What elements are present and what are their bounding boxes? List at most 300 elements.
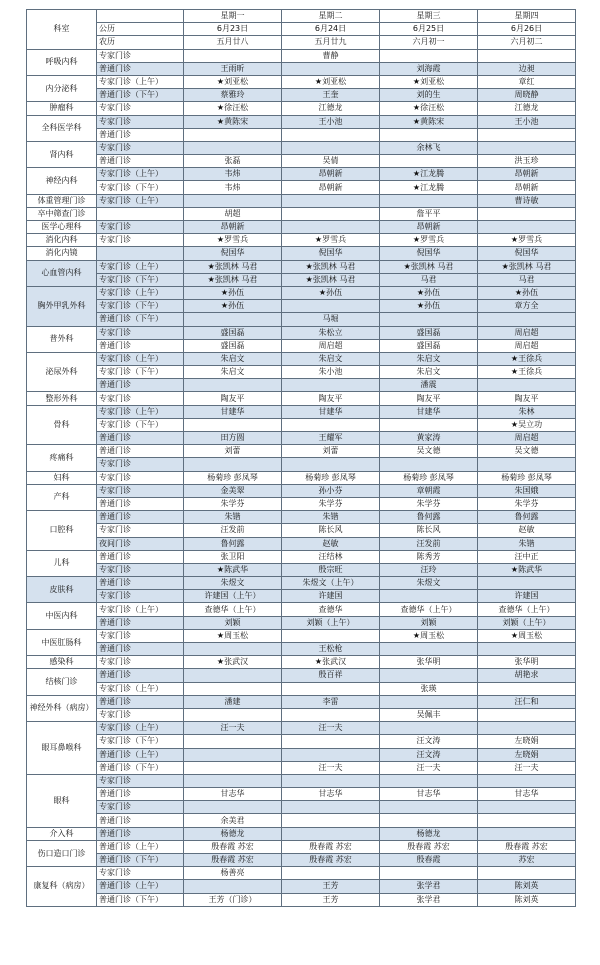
schedule-row bbox=[27, 432, 576, 445]
doctor-cell bbox=[478, 722, 576, 735]
clinic-type: 普通门诊 bbox=[97, 445, 184, 458]
clinic-type: 普通门诊 bbox=[97, 379, 184, 392]
doctor-cell: ★江龙腾 bbox=[380, 181, 478, 194]
doctor-cell bbox=[380, 155, 478, 168]
schedule-row bbox=[27, 168, 576, 181]
doctor-cell: 汪一夫 bbox=[282, 722, 380, 735]
doctor-cell bbox=[380, 128, 478, 141]
doctor-cell: 周晓静 bbox=[478, 89, 576, 102]
doctor-cell: ★张凯林 马君 bbox=[184, 273, 282, 286]
doctor-cell bbox=[380, 418, 478, 431]
doctor-cell: 倪国华 bbox=[282, 247, 380, 260]
doctor-cell: ★孙伍 bbox=[380, 300, 478, 313]
doctor-cell bbox=[478, 141, 576, 154]
clinic-type: 普通门诊（下午） bbox=[97, 761, 184, 774]
doctor-cell: 朱启文 bbox=[184, 366, 282, 379]
doctor-cell bbox=[282, 221, 380, 234]
doctor-cell: 朱启文 bbox=[184, 352, 282, 365]
doctor-cell: 陶友平 bbox=[184, 392, 282, 405]
clinic-type: 专家门诊 bbox=[97, 629, 184, 642]
doctor-cell bbox=[478, 458, 576, 471]
clinic-type: 专家门诊（上午） bbox=[97, 286, 184, 299]
doctor-cell: 查德华（上午） bbox=[184, 603, 282, 616]
clinic-type: 专家门诊 bbox=[97, 115, 184, 128]
doctor-cell: ★徐汪松 bbox=[380, 102, 478, 115]
doctor-cell: 昂朝新 bbox=[478, 181, 576, 194]
doctor-cell: 王奎 bbox=[282, 89, 380, 102]
doctor-cell: 殷春霞 bbox=[380, 854, 478, 867]
doctor-cell: 江德龙 bbox=[478, 102, 576, 115]
weekday-wednesday: 星期三 bbox=[380, 10, 478, 23]
doctor-cell: 朱启文 bbox=[380, 366, 478, 379]
doctor-cell: 王松枪 bbox=[282, 643, 380, 656]
doctor-cell bbox=[380, 458, 478, 471]
department-name: 眼耳鼻喉科 bbox=[27, 722, 97, 775]
doctor-cell bbox=[478, 774, 576, 787]
schedule-row bbox=[27, 840, 576, 853]
doctor-cell: 吴文德 bbox=[380, 445, 478, 458]
doctor-cell: ★孙伍 bbox=[478, 286, 576, 299]
doctor-cell bbox=[184, 379, 282, 392]
doctor-cell bbox=[478, 207, 576, 220]
doctor-cell: 杨菊珍 彭凤琴 bbox=[478, 471, 576, 484]
doctor-cell: 黄家涛 bbox=[380, 432, 478, 445]
doctor-cell bbox=[282, 735, 380, 748]
department-name: 介入科 bbox=[27, 827, 97, 840]
clinic-type: 专家门诊 bbox=[97, 801, 184, 814]
doctor-cell bbox=[478, 682, 576, 695]
gregorian-date-monday: 6月23日 bbox=[184, 23, 282, 36]
schedule-row bbox=[27, 405, 576, 418]
doctor-cell: 朱锴 bbox=[184, 511, 282, 524]
doctor-cell: 曹诗敏 bbox=[478, 194, 576, 207]
doctor-cell: 吴佩丰 bbox=[380, 708, 478, 721]
department-name: 肿瘤科 bbox=[27, 102, 97, 115]
schedule-row bbox=[27, 629, 576, 642]
doctor-cell: ★罗雪兵 bbox=[478, 234, 576, 247]
doctor-cell: 殷春霞 苏宏 bbox=[184, 854, 282, 867]
clinic-type: 专家门诊 bbox=[97, 708, 184, 721]
doctor-cell: 左晓娟 bbox=[478, 735, 576, 748]
doctor-cell: 张学君 bbox=[380, 880, 478, 893]
doctor-cell bbox=[380, 669, 478, 682]
doctor-cell: 查德华 bbox=[282, 603, 380, 616]
doctor-cell: ★王徐兵 bbox=[478, 352, 576, 365]
doctor-cell: 昂朝新 bbox=[282, 181, 380, 194]
department-name: 内分泌科 bbox=[27, 75, 97, 101]
clinic-type bbox=[97, 207, 184, 220]
doctor-cell: 李雷 bbox=[282, 695, 380, 708]
schedule-row bbox=[27, 379, 576, 392]
department-name: 卒中筛查门诊 bbox=[27, 207, 97, 220]
doctor-cell bbox=[478, 577, 576, 590]
doctor-cell: 汪仁和 bbox=[478, 695, 576, 708]
doctor-cell: 朱学芬 bbox=[478, 497, 576, 510]
doctor-cell: 甘志华 bbox=[184, 788, 282, 801]
doctor-cell: ★陈武华 bbox=[478, 563, 576, 576]
doctor-cell bbox=[184, 761, 282, 774]
doctor-cell bbox=[380, 49, 478, 62]
clinic-type: 专家门诊 bbox=[97, 774, 184, 787]
department-name: 产科 bbox=[27, 484, 97, 510]
clinic-type: 普通门诊 bbox=[97, 511, 184, 524]
schedule-row bbox=[27, 49, 576, 62]
doctor-cell bbox=[380, 814, 478, 827]
department-name: 普外科 bbox=[27, 326, 97, 352]
doctor-cell: 陶友平 bbox=[282, 392, 380, 405]
department-name: 中医肛肠科 bbox=[27, 629, 97, 655]
doctor-cell: 杨德龙 bbox=[184, 827, 282, 840]
doctor-cell: 章朝霞 bbox=[380, 484, 478, 497]
doctor-cell bbox=[184, 643, 282, 656]
department-name: 口腔科 bbox=[27, 511, 97, 551]
clinic-type: 普通门诊 bbox=[97, 616, 184, 629]
doctor-cell: 马君 bbox=[478, 273, 576, 286]
schedule-row bbox=[27, 814, 576, 827]
schedule-row bbox=[27, 590, 576, 603]
clinic-type: 专家门诊（上午） bbox=[97, 352, 184, 365]
doctor-cell: 王芳（门诊） bbox=[184, 893, 282, 906]
schedule-row bbox=[27, 708, 576, 721]
doctor-cell: 殷春霞 苏宏 bbox=[282, 840, 380, 853]
schedule-row bbox=[27, 181, 576, 194]
doctor-cell bbox=[478, 643, 576, 656]
doctor-cell: ★黄陈宋 bbox=[380, 115, 478, 128]
doctor-cell bbox=[282, 128, 380, 141]
doctor-cell bbox=[282, 708, 380, 721]
schedule-row bbox=[27, 893, 576, 906]
schedule-row bbox=[27, 273, 576, 286]
lunar-date-thursday: 六月初二 bbox=[478, 36, 576, 49]
doctor-cell: ★刘亚松 bbox=[184, 75, 282, 88]
doctor-cell: 昂朝新 bbox=[380, 221, 478, 234]
department-name: 伤口造口门诊 bbox=[27, 840, 97, 866]
doctor-cell bbox=[478, 867, 576, 880]
schedule-row bbox=[27, 695, 576, 708]
doctor-cell bbox=[282, 748, 380, 761]
clinic-type: 专家门诊（上午） bbox=[97, 168, 184, 181]
doctor-cell: 马君 bbox=[380, 273, 478, 286]
doctor-cell: 朱启文 bbox=[380, 352, 478, 365]
clinic-type: 专家门诊 bbox=[97, 471, 184, 484]
department-name: 泌尿外科 bbox=[27, 352, 97, 392]
schedule-row bbox=[27, 141, 576, 154]
doctor-cell: 朱煜文（上午） bbox=[282, 577, 380, 590]
schedule-row bbox=[27, 577, 576, 590]
doctor-cell bbox=[380, 313, 478, 326]
department-name: 眼科 bbox=[27, 774, 97, 827]
doctor-cell bbox=[282, 458, 380, 471]
doctor-cell: ★张武汉 bbox=[184, 656, 282, 669]
clinic-type: 专家门诊（下午） bbox=[97, 735, 184, 748]
clinic-type: 普通门诊 bbox=[97, 695, 184, 708]
doctor-cell bbox=[478, 221, 576, 234]
doctor-cell: 朱松立 bbox=[282, 326, 380, 339]
doctor-cell bbox=[478, 379, 576, 392]
doctor-cell: 王雨昕 bbox=[184, 62, 282, 75]
schedule-row bbox=[27, 339, 576, 352]
department-name: 疼痛科 bbox=[27, 445, 97, 471]
weekday-thursday: 星期四 bbox=[478, 10, 576, 23]
doctor-cell bbox=[282, 867, 380, 880]
doctor-cell bbox=[380, 801, 478, 814]
doctor-cell: ★陈武华 bbox=[184, 563, 282, 576]
doctor-cell bbox=[380, 590, 478, 603]
doctor-cell: 张瑛 bbox=[380, 682, 478, 695]
schedule-row bbox=[27, 313, 576, 326]
doctor-cell: 鲁何露 bbox=[478, 511, 576, 524]
schedule-row bbox=[27, 788, 576, 801]
doctor-cell: 殷宗旺 bbox=[282, 563, 380, 576]
doctor-cell: 刘的生 bbox=[380, 89, 478, 102]
doctor-cell: 汪一夫 bbox=[282, 761, 380, 774]
clinic-type: 普通门诊 bbox=[97, 550, 184, 563]
clinic-type: 普通门诊 bbox=[97, 827, 184, 840]
doctor-cell bbox=[184, 708, 282, 721]
doctor-cell: 陶友平 bbox=[380, 392, 478, 405]
schedule-row bbox=[27, 352, 576, 365]
schedule-row bbox=[27, 550, 576, 563]
doctor-cell: 查德华（上午） bbox=[380, 603, 478, 616]
doctor-cell: 赵敏 bbox=[282, 537, 380, 550]
clinic-type: 普通门诊 bbox=[97, 155, 184, 168]
schedule-row bbox=[27, 392, 576, 405]
schedule-row bbox=[27, 761, 576, 774]
doctor-cell: 朱锴 bbox=[282, 511, 380, 524]
doctor-cell: 陈长风 bbox=[380, 524, 478, 537]
doctor-cell: 许建国 bbox=[282, 590, 380, 603]
doctor-cell: 盛国磊 bbox=[380, 339, 478, 352]
doctor-cell bbox=[478, 827, 576, 840]
clinic-type: 普通门诊（下午） bbox=[97, 893, 184, 906]
doctor-cell bbox=[282, 774, 380, 787]
header-weekday-row bbox=[27, 10, 576, 23]
doctor-cell: 朱小池 bbox=[282, 366, 380, 379]
schedule-row bbox=[27, 735, 576, 748]
doctor-cell: 洪玉珍 bbox=[478, 155, 576, 168]
clinic-type: 普通门诊 bbox=[97, 128, 184, 141]
doctor-cell: 边昶 bbox=[478, 62, 576, 75]
doctor-cell bbox=[380, 695, 478, 708]
department-name: 皮肤科 bbox=[27, 577, 97, 603]
doctor-cell: 王小池 bbox=[478, 115, 576, 128]
doctor-cell bbox=[478, 708, 576, 721]
doctor-cell: ★刘亚松 bbox=[282, 75, 380, 88]
clinic-type: 普通门诊 bbox=[97, 669, 184, 682]
schedule-row bbox=[27, 669, 576, 682]
gregorian-date-tuesday: 6月24日 bbox=[282, 23, 380, 36]
schedule-row bbox=[27, 207, 576, 220]
doctor-cell: 杨菊珍 彭凤琴 bbox=[184, 471, 282, 484]
doctor-cell: 左晓娟 bbox=[478, 748, 576, 761]
doctor-cell: 杨菊珍 彭凤琴 bbox=[380, 471, 478, 484]
lunar-date-tuesday: 五月廿九 bbox=[282, 36, 380, 49]
doctor-cell: 甘建华 bbox=[380, 405, 478, 418]
doctor-cell: 蔡雅玲 bbox=[184, 89, 282, 102]
clinic-type: 普通门诊 bbox=[97, 62, 184, 75]
doctor-cell: 潘建 bbox=[184, 695, 282, 708]
clinic-type: 专家门诊（上午） bbox=[97, 603, 184, 616]
schedule-row bbox=[27, 524, 576, 537]
doctor-cell bbox=[282, 801, 380, 814]
clinic-type: 专家门诊 bbox=[97, 458, 184, 471]
schedule-row bbox=[27, 563, 576, 576]
doctor-cell: 王芳 bbox=[282, 893, 380, 906]
doctor-cell: 刘颖（上午） bbox=[282, 616, 380, 629]
schedule-row bbox=[27, 722, 576, 735]
doctor-cell: 盛国磊 bbox=[184, 339, 282, 352]
schedule-row bbox=[27, 497, 576, 510]
clinic-type: 普通门诊（下午） bbox=[97, 89, 184, 102]
schedule-row bbox=[27, 128, 576, 141]
doctor-cell: 章红 bbox=[478, 75, 576, 88]
doctor-cell bbox=[184, 458, 282, 471]
doctor-cell bbox=[282, 418, 380, 431]
clinic-type: 普通门诊（上午） bbox=[97, 840, 184, 853]
department-name: 骨科 bbox=[27, 405, 97, 445]
doctor-cell: 昂朝新 bbox=[184, 221, 282, 234]
clinic-type: 普通门诊 bbox=[97, 814, 184, 827]
clinic-type: 专家门诊 bbox=[97, 326, 184, 339]
clinic-type: 普通门诊 bbox=[97, 497, 184, 510]
doctor-cell bbox=[282, 207, 380, 220]
clinic-type: 专家门诊（上午） bbox=[97, 194, 184, 207]
doctor-cell bbox=[184, 128, 282, 141]
doctor-cell: 昂朝新 bbox=[478, 168, 576, 181]
schedule-body bbox=[27, 49, 576, 906]
doctor-cell: 周启超 bbox=[478, 432, 576, 445]
doctor-cell: 刘颖（上午） bbox=[478, 616, 576, 629]
doctor-cell bbox=[282, 814, 380, 827]
department-header: 科室 bbox=[27, 10, 97, 50]
doctor-cell: 吴文德 bbox=[478, 445, 576, 458]
doctor-cell: 甘建华 bbox=[184, 405, 282, 418]
doctor-cell: 陈长风 bbox=[282, 524, 380, 537]
clinic-type: 普通门诊（上午） bbox=[97, 880, 184, 893]
doctor-cell bbox=[184, 735, 282, 748]
doctor-cell: 汪发前 bbox=[184, 524, 282, 537]
department-name: 中医内科 bbox=[27, 603, 97, 629]
doctor-cell: 韦炜 bbox=[184, 168, 282, 181]
doctor-cell: 刘蕾 bbox=[282, 445, 380, 458]
department-name: 儿科 bbox=[27, 550, 97, 576]
doctor-cell: 韦炜 bbox=[184, 181, 282, 194]
doctor-cell: ★吴立功 bbox=[478, 418, 576, 431]
header-gregorian-row bbox=[27, 23, 576, 36]
schedule-row bbox=[27, 471, 576, 484]
clinic-schedule-table bbox=[26, 9, 576, 907]
doctor-cell: ★周玉松 bbox=[380, 629, 478, 642]
schedule-row bbox=[27, 286, 576, 299]
doctor-cell: 许建国 bbox=[478, 590, 576, 603]
clinic-type: 专家门诊（上午） bbox=[97, 75, 184, 88]
doctor-cell bbox=[184, 141, 282, 154]
doctor-cell: 倪国华 bbox=[478, 247, 576, 260]
doctor-cell: ★江龙腾 bbox=[380, 168, 478, 181]
schedule-row bbox=[27, 418, 576, 431]
clinic-type bbox=[97, 247, 184, 260]
doctor-cell: 朱学芬 bbox=[282, 497, 380, 510]
clinic-type: 专家门诊 bbox=[97, 234, 184, 247]
schedule-row bbox=[27, 880, 576, 893]
doctor-cell: 鲁何露 bbox=[380, 511, 478, 524]
clinic-type: 专家门诊（上午） bbox=[97, 405, 184, 418]
schedule-row bbox=[27, 326, 576, 339]
doctor-cell: 金美翠 bbox=[184, 484, 282, 497]
clinic-type: 专家门诊 bbox=[97, 141, 184, 154]
clinic-type: 普通门诊 bbox=[97, 788, 184, 801]
department-name: 整形外科 bbox=[27, 392, 97, 405]
doctor-cell bbox=[184, 774, 282, 787]
doctor-cell bbox=[478, 128, 576, 141]
department-name: 胸外甲乳外科 bbox=[27, 286, 97, 326]
clinic-type: 普通门诊 bbox=[97, 643, 184, 656]
doctor-cell bbox=[478, 49, 576, 62]
department-name: 全科医学科 bbox=[27, 115, 97, 141]
department-name: 呼吸内科 bbox=[27, 49, 97, 75]
schedule-row bbox=[27, 115, 576, 128]
department-name: 康复科（病房） bbox=[27, 867, 97, 907]
doctor-cell: 章方全 bbox=[478, 300, 576, 313]
doctor-cell: 殷春霞 苏宏 bbox=[184, 840, 282, 853]
schedule-row bbox=[27, 643, 576, 656]
clinic-type: 专家门诊（下午） bbox=[97, 366, 184, 379]
doctor-cell bbox=[184, 669, 282, 682]
gregorian-label: 公历 bbox=[97, 23, 184, 36]
clinic-type: 专家门诊 bbox=[97, 656, 184, 669]
department-name: 医学心理科 bbox=[27, 221, 97, 234]
clinic-type: 普通门诊 bbox=[97, 432, 184, 445]
department-name: 消化内科 bbox=[27, 234, 97, 247]
doctor-cell bbox=[184, 49, 282, 62]
doctor-cell: 盛国磊 bbox=[184, 326, 282, 339]
schedule-row bbox=[27, 260, 576, 273]
doctor-cell bbox=[380, 194, 478, 207]
doctor-cell: 陶友平 bbox=[478, 392, 576, 405]
doctor-cell: 刘蕾 bbox=[184, 445, 282, 458]
doctor-cell: 陈刘英 bbox=[478, 880, 576, 893]
doctor-cell: ★孙伍 bbox=[282, 286, 380, 299]
schedule-row bbox=[27, 89, 576, 102]
doctor-cell: ★王徐兵 bbox=[478, 366, 576, 379]
clinic-type: 专家门诊 bbox=[97, 867, 184, 880]
clinic-type: 夜间门诊 bbox=[97, 537, 184, 550]
schedule-row bbox=[27, 801, 576, 814]
doctor-cell: 张卫阳 bbox=[184, 550, 282, 563]
doctor-cell: ★罗雪兵 bbox=[184, 234, 282, 247]
doctor-cell bbox=[184, 682, 282, 695]
clinic-type: 专家门诊 bbox=[97, 484, 184, 497]
doctor-cell: 朱学芬 bbox=[380, 497, 478, 510]
doctor-cell bbox=[380, 867, 478, 880]
doctor-cell: ★孙伍 bbox=[380, 286, 478, 299]
doctor-cell: ★徐汪松 bbox=[184, 102, 282, 115]
schedule-row bbox=[27, 366, 576, 379]
clinic-type: 专家门诊 bbox=[97, 221, 184, 234]
doctor-cell: 曹静 bbox=[282, 49, 380, 62]
clinic-type: 专家门诊（下午） bbox=[97, 418, 184, 431]
doctor-cell: ★周玉松 bbox=[184, 629, 282, 642]
doctor-cell: 王耀军 bbox=[282, 432, 380, 445]
doctor-cell: 倪国华 bbox=[380, 247, 478, 260]
doctor-cell: 甘志华 bbox=[282, 788, 380, 801]
doctor-cell: 余林飞 bbox=[380, 141, 478, 154]
doctor-cell: 朱学芬 bbox=[184, 497, 282, 510]
clinic-type: 专家门诊 bbox=[97, 102, 184, 115]
clinic-type: 专家门诊 bbox=[97, 563, 184, 576]
doctor-cell: 张磊 bbox=[184, 155, 282, 168]
doctor-cell: ★张凯林 马君 bbox=[282, 273, 380, 286]
